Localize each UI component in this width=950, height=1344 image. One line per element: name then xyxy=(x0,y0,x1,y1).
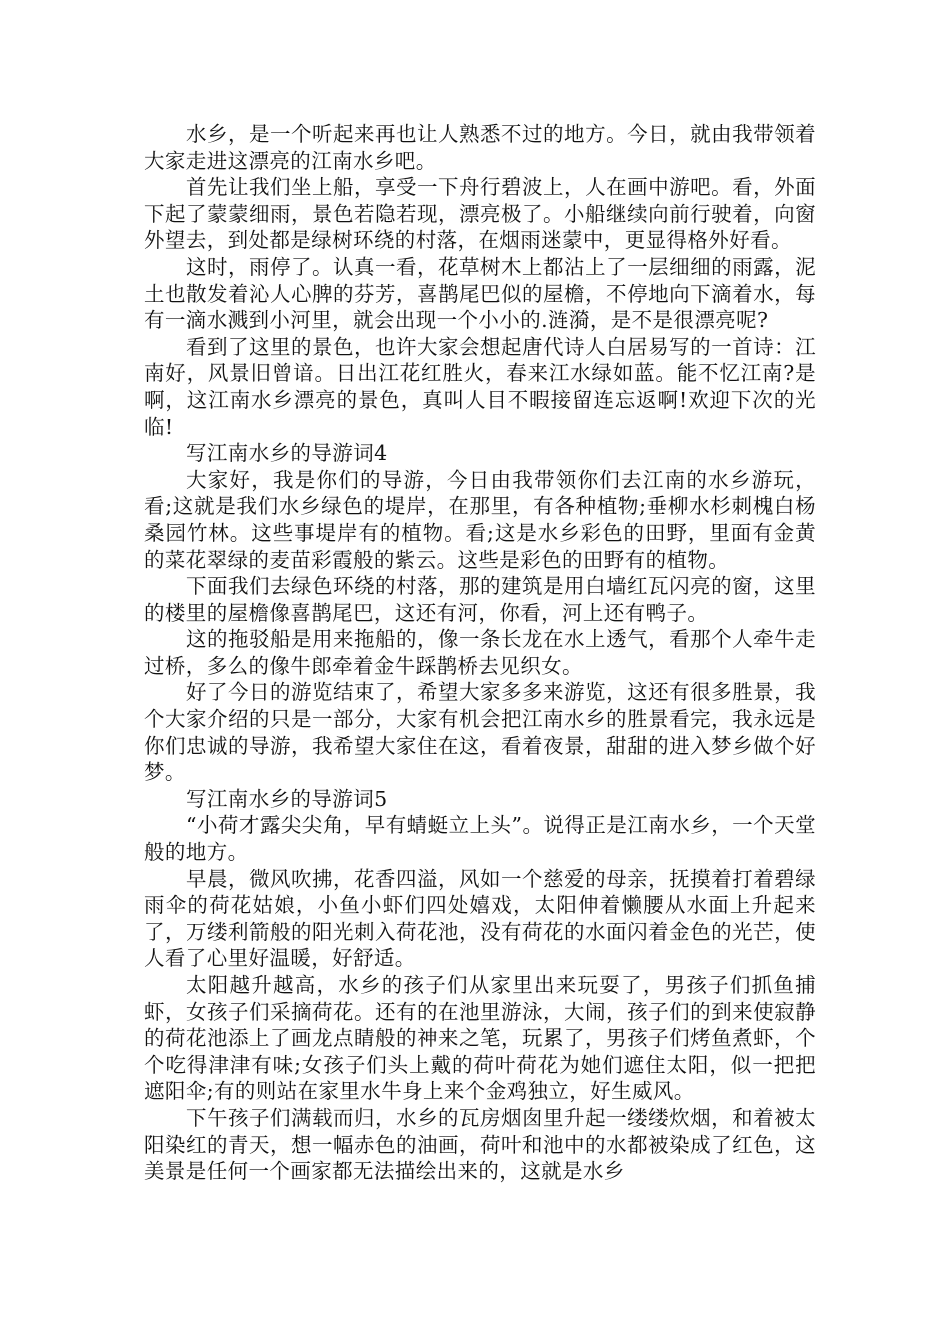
paragraph-lotus-quote: “小荷才露尖尖角，早有蜻蜓立上头”。说得正是江南水乡，一个天堂般的地方。 xyxy=(144,813,816,865)
paragraph-poem: 看到了这里的景色，也许大家会想起唐代诗人白居易写的一首诗：江南好，风景旧曾谙。日出江花红胜火，春来江水绿如蓝。能不忆江南?是啊，这江南水乡漂亮的景色，真叫人目不暇接留连忘返啊!欢迎下次的光临! xyxy=(144,334,816,439)
section-heading-5: 写江南水乡的导游词5 xyxy=(186,786,388,811)
paragraph-barge: 这的拖驳船是用来拖船的，像一条长龙在水上透气，看那个人牵牛走过桥，多么的像牛郎牵着金牛踩鹊桥去见织女。 xyxy=(144,627,816,678)
paragraph-farewell: 好了今日的游览结束了，希望大家多多来游览，这还有很多胜景，我个大家介绍的只是一部分，大家有机会把江南水乡的胜景看完，我永远是你们忠诚的导游，我希望大家住在这，看着夜景，甜甜的进入梦乡做个好梦。 xyxy=(144,680,816,785)
section-heading-4: 写江南水乡的导游词4 xyxy=(186,441,388,466)
paragraph-boat-ride: 首先让我们坐上船，享受一下舟行碧波上，人在画中游吧。看，外面下起了蒙蒙细雨，景色若隐若现，漂亮极了。小船继续向前行驶着，向窗外望去，到处都是绿树环绕的村落，在烟雨迷蒙中，更显得格外好看。 xyxy=(144,175,816,253)
paragraph-intro: 水乡，是一个听起来再也让人熟悉不过的地方。今日，就由我带领着大家走进这漂亮的江南水乡吧。 xyxy=(144,122,816,173)
document-body xyxy=(144,121,816,1185)
paragraph-greeting: 大家好，我是你们的导游，今日由我带领你们去江南的水乡游玩，看;这就是我们水乡绿色的堤岸，在那里，有各种植物;垂柳水杉刺槐白杨桑园竹林。这些事堤岸有的植物。看;这是水乡彩色的田野，里面有金黄的菜花翠绿的麦苗彩霞般的紫云。这些是彩色的田野有的植物。 xyxy=(144,467,816,572)
paragraph-afternoon: 下午孩子们满载而归，水乡的瓦房烟囱里升起一缕缕炊烟，和着被太阳染红的青天，想一幅赤色的油画，荷叶和池中的水都被染成了红色，这美景是任何一个画家都无法描绘出来的，这就是水乡 xyxy=(144,1105,816,1184)
paragraph-village: 下面我们去绿色环绕的村落，那的建筑是用白墙红瓦闪亮的窗，这里的楼里的屋檐像喜鹊尾巴，这还有河，你看，河上还有鸭子。 xyxy=(144,574,816,625)
paragraph-morning: 早晨，微风吹拂，花香四溢，风如一个慈爱的母亲，抚摸着打着碧绿雨伞的荷花姑娘，小鱼小虾们四处嬉戏，太阳伸着懒腰从水面上升起来了，万缕利箭般的阳光刺入荷花池，没有荷花的水面闪着金色的光芒，使人看了心里好温暖，好舒适。 xyxy=(144,866,816,971)
paragraph-children: 太阳越升越高，水乡的孩子们从家里出来玩耍了，男孩子们抓鱼捕虾，女孩子们采摘荷花。还有的在池里游泳，大闹，孩子们的到来使寂静的荷花池添上了画龙点睛般的神来之笔，玩累了，男孩子们烤鱼煮虾，个个吃得津津有味;女孩子们头上戴的荷叶荷花为她们遮住太阳，似一把把遮阳伞;有的则站在家里水牛身上来个金鸡独立，好生威风。 xyxy=(144,973,816,1104)
paragraph-after-rain: 这时，雨停了。认真一看，花草树木上都沾上了一层细细的雨露，泥土也散发着沁人心脾的芬芳，喜鹊尾巴似的屋檐，不停地向下滴着水，每有一滴水溅到小河里，就会出现一个小小的.涟漪，是不是很漂亮呢? xyxy=(144,254,816,333)
